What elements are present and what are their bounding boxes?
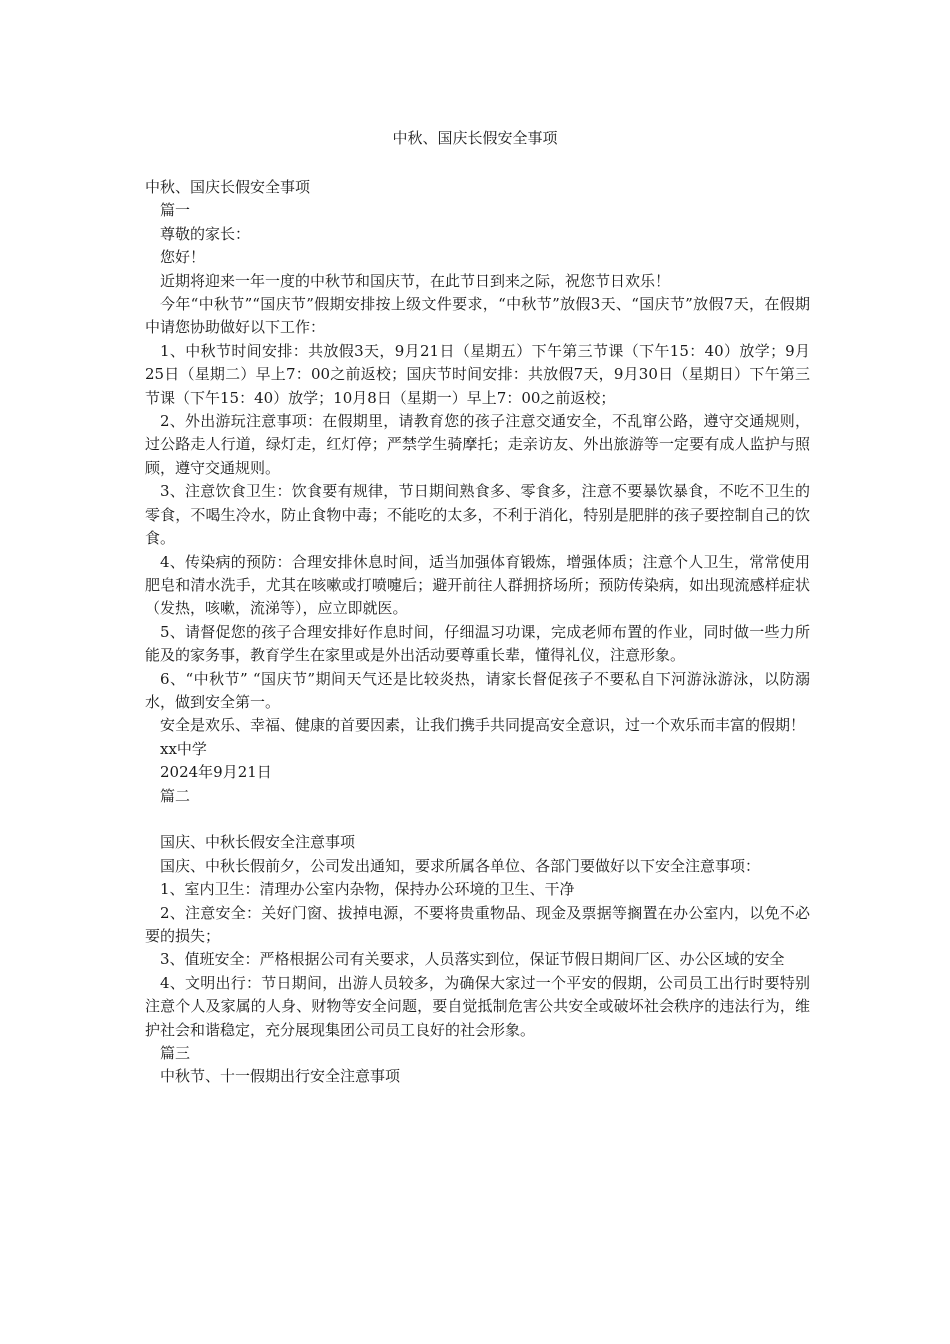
paragraph: 2、注意安全：关好门窗、拔掉电源，不要将贵重物品、现金及票据等搁置在办公室内，以免不必要的损失；: [145, 903, 810, 945]
blank-line: [145, 808, 810, 831]
paragraph: 1、中秋节时间安排：共放假3天，9月21日（星期五）下午第三节课（下午15：40）放学；9月25日（星期二）早上7：00之前返校；国庆节时间安排：共放假7天，9月30日（星期日）下午第三节课（下午15：40）放学；10月8日（星期一）早上7：00之前返校；: [145, 341, 810, 407]
paragraph: 近期将迎来一年一度的中秋节和国庆节，在此节日到来之际，祝您节日欢乐！: [160, 271, 671, 290]
paragraph: 3、注意饮食卫生：饮食要有规律，节日期间熟食多、零食多，注意不要暴饮暴食，不吃不卫生的零食，不喝生冷水，防止食物中毒；不能吃的太多，不利于消化，特别是肥胖的孩子要控制自己的饮食。: [145, 482, 810, 548]
paragraph: 篇一: [160, 201, 191, 220]
paragraph: 尊敬的家长：: [160, 224, 251, 243]
paragraph: 4、文明出行：节日期间，出游人员较多，为确保大家过一个平安的假期，公司员工出行时要特别注意个人及家属的人身、财物等安全问题，要自觉抵制危害公共安全或破坏社会秩序的违法行为，维护社会和谐稳定，充分展现集团公司员工良好的社会形象。: [145, 973, 810, 1039]
document-title: 中秋、国庆长假安全事项: [392, 129, 558, 147]
paragraph: 5、请督促您的孩子合理安排好作息时间，仔细温习功课，完成老师布置的作业，同时做一些力所能及的家务事，教育学生在家里或是外出活动要尊重长辈，懂得礼仪，注意形象。: [145, 622, 810, 665]
paragraph: 3、值班安全：严格根据公司有关要求，人员落实到位，保证节假日期间厂区、办公区域的安全: [160, 950, 785, 969]
paragraph: 2、外出游玩注意事项：在假期里，请教育您的孩子注意交通安全，不乱窜公路，遵守交通规则，过公路走人行道，绿灯走，红灯停；严禁学生骑摩托；走亲访友、外出旅游等一定要有成人监护与照顾，遵守交通规则。: [145, 412, 810, 477]
document-body: [145, 176, 810, 1089]
paragraph: 篇三: [160, 1044, 191, 1063]
paragraph: xx中学: [160, 739, 207, 758]
paragraph: 篇二: [160, 786, 191, 805]
paragraph: 国庆、中秋长假安全注意事项: [160, 833, 356, 852]
paragraph: 您好！: [160, 248, 206, 267]
paragraph: 安全是欢乐、幸福、健康的首要因素，让我们携手共同提高安全意识，过一个欢乐而丰富的假期！: [160, 716, 806, 735]
paragraph: 今年“中秋节”“国庆节”假期安排按上级文件要求，“中秋节”放假3天、“国庆节”放假7天，在假期中请您协助做好以下工作：: [145, 295, 810, 337]
paragraph: 中秋、国庆长假安全事项: [145, 178, 311, 196]
paragraph: 6、“中秋节” “国庆节”期间天气还是比较炎热，请家长督促孩子不要私自下河游泳游泳，以防溺水，做到安全第一。: [145, 669, 810, 711]
paragraph: 国庆、中秋长假前夕，公司发出通知，要求所属各单位、各部门要做好以下安全注意事项：: [160, 856, 761, 875]
paragraph: 1、室内卫生：清理办公室内杂物，保持办公环境的卫生、干净: [160, 880, 575, 899]
paragraph: 4、传染病的预防：合理安排休息时间，适当加强体育锻炼，增强体质；注意个人卫生，常常使用肥皂和清水洗手，尤其在咳嗽或打喷嚏后；避开前往人群拥挤场所；预防传染病，如出现流感样症状（发热，咳嗽，流涕等），应立即就医。: [145, 552, 810, 618]
paragraph: 2024年9月21日: [160, 763, 272, 782]
paragraph: 中秋节、十一假期出行安全注意事项: [160, 1067, 401, 1086]
